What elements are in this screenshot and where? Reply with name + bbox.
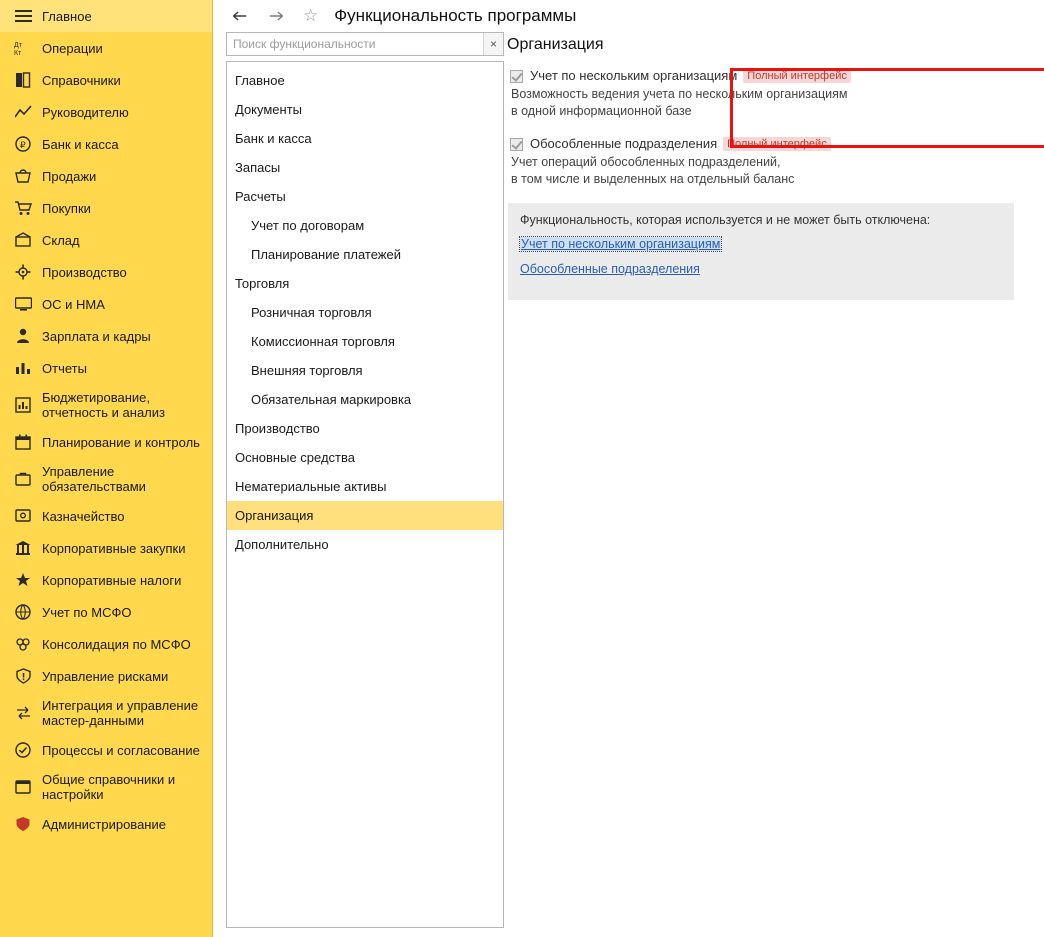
sidebar-item-warehouse[interactable] bbox=[0, 224, 212, 256]
operations-icon bbox=[14, 39, 32, 57]
star-icon[interactable]: ☆ bbox=[303, 6, 319, 25]
sidebar-item-sales[interactable] bbox=[0, 160, 212, 192]
sidebar-item-label: Планирование и контроль bbox=[42, 434, 200, 450]
clear-search-button[interactable]: × bbox=[483, 33, 503, 55]
tree-item-label: Комиссионная торговля bbox=[251, 334, 395, 349]
sidebar-item-label: ОС и НМА bbox=[42, 296, 105, 312]
treasury-icon bbox=[14, 507, 32, 525]
section-title: Организация bbox=[507, 36, 604, 53]
tree-item-settlements[interactable] bbox=[227, 182, 503, 211]
sidebar-item-label: Банк и касса bbox=[42, 136, 119, 152]
tree-item-label: Розничная торговля bbox=[251, 305, 372, 320]
sidebar-item-risks[interactable] bbox=[0, 660, 212, 692]
admin-icon bbox=[14, 815, 32, 833]
search-input[interactable] bbox=[227, 33, 483, 55]
option-multi-organization bbox=[505, 68, 1030, 120]
sidebar-item-label: Бюджетирование, отчетность и анализ bbox=[42, 390, 165, 420]
settings-icon bbox=[14, 778, 32, 796]
sidebar-item-label: Корпоративные закупки bbox=[42, 540, 186, 556]
sidebar-item-assets[interactable] bbox=[0, 288, 212, 320]
tree-item-label: Расчеты bbox=[235, 189, 286, 204]
sidebar-item-label: Управление рисками bbox=[42, 668, 169, 684]
arrow-left-icon[interactable] bbox=[225, 5, 253, 27]
reports-icon bbox=[14, 359, 32, 377]
tree-item-bank[interactable] bbox=[227, 124, 503, 153]
option-separate-divisions bbox=[505, 136, 1030, 188]
options-panel bbox=[491, 32, 1044, 928]
tree-item-label: Основные средства bbox=[235, 450, 355, 465]
sidebar-item-label: Администрирование bbox=[42, 816, 166, 832]
option-description-line1: Учет операций обособленных подразделений, bbox=[511, 155, 781, 169]
tree-item-foreign-trade[interactable] bbox=[227, 356, 503, 385]
sidebar-item-taxes[interactable] bbox=[0, 564, 212, 596]
tree-item-label: Производство bbox=[235, 421, 320, 436]
sidebar-item-operations[interactable] bbox=[0, 32, 212, 64]
sidebar-item-main[interactable] bbox=[0, 0, 212, 32]
production-icon bbox=[14, 263, 32, 281]
sidebar-item-label: Отчеты bbox=[42, 360, 87, 376]
sidebar-item-label: Учет по МСФО bbox=[42, 604, 132, 620]
planning-icon bbox=[14, 433, 32, 451]
sidebar-item-label: Производство bbox=[42, 264, 127, 280]
main-sidebar bbox=[0, 0, 213, 937]
tree-item-documents[interactable] bbox=[227, 95, 503, 124]
tree-item-label: Внешняя торговля bbox=[251, 363, 363, 378]
sidebar-item-label: Главное bbox=[42, 8, 92, 24]
svg-text:Дт: Дт bbox=[14, 42, 22, 49]
option-description-line2: в том числе и выделенных на отдельный баланс bbox=[511, 172, 795, 186]
functionality-tree[interactable] bbox=[226, 61, 504, 928]
sidebar-item-treasury[interactable] bbox=[0, 500, 212, 532]
sidebar-item-label: Руководителю bbox=[42, 104, 129, 120]
sidebar-item-production[interactable] bbox=[0, 256, 212, 288]
tree-item-trade[interactable] bbox=[227, 269, 503, 298]
tree-item-intangible-assets[interactable] bbox=[227, 472, 503, 501]
chart-line-icon bbox=[14, 103, 32, 121]
sidebar-item-common-settings[interactable] bbox=[0, 766, 212, 808]
risks-icon bbox=[14, 667, 32, 685]
sidebar-item-catalogs[interactable] bbox=[0, 64, 212, 96]
sidebar-item-integration[interactable] bbox=[0, 692, 212, 734]
tree-item-contract-accounting[interactable] bbox=[227, 211, 503, 240]
status-badge: Полный интерфейс bbox=[723, 137, 831, 151]
tree-item-main[interactable] bbox=[227, 66, 503, 95]
sidebar-item-label: Склад bbox=[42, 232, 80, 248]
menu-icon bbox=[14, 7, 32, 25]
sales-icon bbox=[14, 167, 32, 185]
cart-icon bbox=[14, 199, 32, 217]
sidebar-item-label: Справочники bbox=[42, 72, 121, 88]
checkbox-multi-organization[interactable] bbox=[510, 70, 523, 83]
consolidation-icon bbox=[14, 635, 32, 653]
sidebar-item-label: Зарплата и кадры bbox=[42, 328, 151, 344]
link-separate-divisions[interactable]: Обособленные подразделения bbox=[520, 262, 700, 276]
tree-item-label: Обязательная маркировка bbox=[251, 392, 412, 407]
svg-text:₽: ₽ bbox=[20, 140, 26, 150]
locked-functionality-info bbox=[508, 203, 1014, 300]
link-multi-organization[interactable]: Учет по нескольким организациям bbox=[521, 237, 721, 251]
sidebar-item-procurement[interactable] bbox=[0, 532, 212, 564]
sidebar-item-purchases[interactable] bbox=[0, 192, 212, 224]
option-row[interactable] bbox=[510, 68, 1030, 83]
option-label-text: Обособленные подразделения bbox=[530, 136, 718, 151]
sidebar-item-label: Операции bbox=[42, 40, 103, 56]
tree-item-label: Главное bbox=[235, 73, 285, 88]
processes-icon bbox=[14, 741, 32, 759]
search-bar[interactable] bbox=[226, 32, 504, 56]
tree-item-label: Учет по договорам bbox=[251, 218, 365, 233]
sidebar-item-label: Продажи bbox=[42, 168, 97, 184]
integration-icon bbox=[14, 704, 32, 722]
sidebar-item-budgeting[interactable] bbox=[0, 384, 212, 426]
sidebar-item-bank[interactable] bbox=[0, 128, 212, 160]
checkbox-separate-divisions[interactable] bbox=[510, 138, 523, 151]
sidebar-item-ifrs[interactable] bbox=[0, 596, 212, 628]
budget-icon bbox=[14, 396, 32, 414]
sidebar-item-reports[interactable] bbox=[0, 352, 212, 384]
sidebar-item-planning[interactable] bbox=[0, 426, 212, 458]
sidebar-item-processes[interactable] bbox=[0, 734, 212, 766]
window-titlebar bbox=[213, 0, 1044, 32]
option-label bbox=[530, 136, 831, 151]
sidebar-item-consolidation[interactable] bbox=[0, 628, 212, 660]
tree-item-label: Торговля bbox=[235, 276, 290, 291]
option-row[interactable] bbox=[510, 136, 1030, 151]
sidebar-item-label: Покупки bbox=[42, 200, 91, 216]
tree-item-label: Банк и касса bbox=[235, 131, 312, 146]
option-label bbox=[530, 68, 851, 83]
functionality-list-column bbox=[213, 32, 498, 928]
tree-item-production[interactable] bbox=[227, 414, 503, 443]
tree-item-label: Организация bbox=[235, 508, 314, 523]
info-heading: Функциональность, которая используется и не может быть отключена: bbox=[520, 213, 931, 227]
svg-text:Кт: Кт bbox=[14, 50, 22, 56]
sidebar-item-label: Консолидация по МСФО bbox=[42, 636, 191, 652]
arrow-right-icon[interactable] bbox=[263, 5, 291, 27]
status-badge: Полный интерфейс bbox=[743, 69, 851, 83]
taxes-icon bbox=[14, 571, 32, 589]
procurement-icon bbox=[14, 539, 32, 557]
sidebar-item-label: Казначейство bbox=[42, 508, 125, 524]
obligations-icon bbox=[14, 470, 32, 488]
warehouse-icon bbox=[14, 231, 32, 249]
tree-item-label: Дополнительно bbox=[235, 537, 329, 552]
option-description bbox=[511, 154, 1030, 188]
sidebar-item-label: Общие справочники и настройки bbox=[42, 772, 176, 802]
bank-icon bbox=[14, 135, 32, 153]
option-description-line1: Возможность ведения учета по нескольким организациям bbox=[511, 87, 848, 101]
tree-item-label: Запасы bbox=[235, 160, 281, 175]
content-area bbox=[213, 32, 1044, 928]
tree-item-fixed-assets[interactable] bbox=[227, 443, 503, 472]
sidebar-item-label: Процессы и согласование bbox=[42, 742, 200, 758]
tree-item-additional[interactable] bbox=[227, 530, 503, 559]
tree-item-label: Планирование платежей bbox=[251, 247, 401, 262]
option-label-text: Учет по нескольким организациям bbox=[530, 68, 738, 83]
main-content bbox=[213, 0, 1044, 937]
sidebar-item-manager[interactable] bbox=[0, 96, 212, 128]
option-description bbox=[511, 86, 1030, 120]
ifrs-icon bbox=[14, 603, 32, 621]
option-description-line2: в одной информационной базе bbox=[511, 104, 692, 118]
page-title: Функциональность программы bbox=[334, 6, 577, 25]
sidebar-item-payroll[interactable] bbox=[0, 320, 212, 352]
assets-icon bbox=[14, 295, 32, 313]
tree-item-payment-planning[interactable] bbox=[227, 240, 503, 269]
person-icon bbox=[14, 327, 32, 345]
tree-item-organization[interactable] bbox=[227, 501, 503, 530]
tree-item-stocks[interactable] bbox=[227, 153, 503, 182]
tree-item-label: Нематериальные активы bbox=[235, 479, 387, 494]
tree-item-label: Документы bbox=[235, 102, 303, 117]
tree-item-commission-trade[interactable] bbox=[227, 327, 503, 356]
sidebar-item-label: Интеграция и управление мастер-данными bbox=[42, 698, 199, 728]
sidebar-item-label: Корпоративные налоги bbox=[42, 572, 182, 588]
sidebar-item-label: Управление обязательствами bbox=[42, 464, 146, 494]
tree-item-mandatory-marking[interactable] bbox=[227, 385, 503, 414]
tree-item-retail-trade[interactable] bbox=[227, 298, 503, 327]
sidebar-item-administration[interactable] bbox=[0, 808, 212, 840]
sidebar-item-obligations[interactable] bbox=[0, 458, 212, 500]
catalogs-icon bbox=[14, 71, 32, 89]
